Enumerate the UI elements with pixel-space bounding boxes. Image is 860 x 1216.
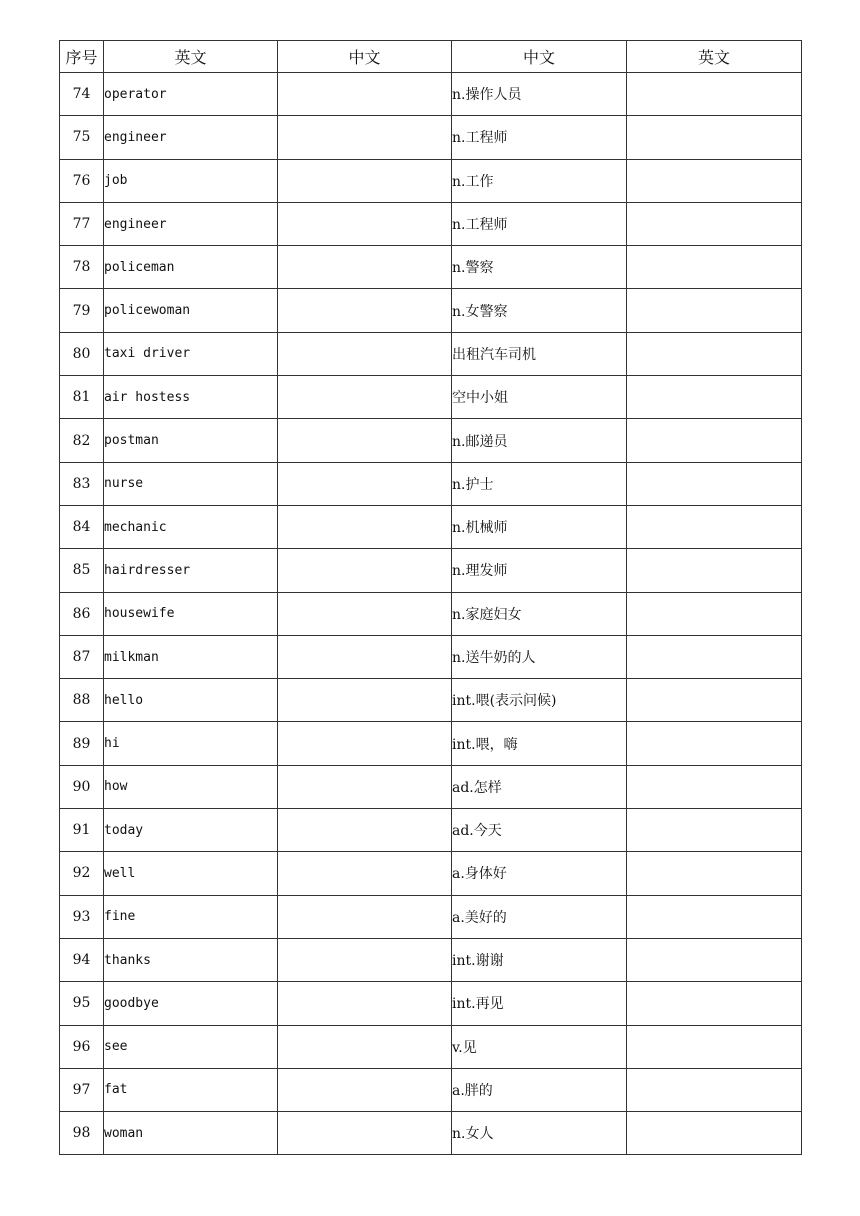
chinese-meaning: n.工程师	[452, 202, 627, 245]
table-row	[60, 116, 802, 159]
chinese-meaning: v.见	[452, 1025, 627, 1068]
row-number: 87	[60, 635, 104, 678]
english-word: job	[104, 159, 278, 202]
chinese-meaning: ad.今天	[452, 809, 627, 852]
chinese-answer-blank[interactable]	[278, 592, 452, 635]
row-number: 91	[60, 809, 104, 852]
row-number: 85	[60, 549, 104, 592]
table-row	[60, 765, 802, 808]
table-row	[60, 419, 802, 462]
chinese-meaning: ad.怎样	[452, 765, 627, 808]
chinese-meaning: n.操作人员	[452, 73, 627, 116]
row-number: 77	[60, 202, 104, 245]
english-answer-blank[interactable]	[627, 635, 802, 678]
table-body	[60, 73, 802, 1155]
table-row	[60, 332, 802, 375]
english-answer-blank[interactable]	[627, 809, 802, 852]
table-row	[60, 679, 802, 722]
header-number: 序号	[60, 41, 104, 73]
chinese-meaning: n.邮递员	[452, 419, 627, 462]
english-word: well	[104, 852, 278, 895]
chinese-answer-blank[interactable]	[278, 549, 452, 592]
english-word: woman	[104, 1112, 278, 1155]
english-answer-blank[interactable]	[627, 1112, 802, 1155]
table-row	[60, 592, 802, 635]
english-answer-blank[interactable]	[627, 938, 802, 981]
row-number: 84	[60, 505, 104, 548]
chinese-answer-blank[interactable]	[278, 809, 452, 852]
english-word: engineer	[104, 116, 278, 159]
english-answer-blank[interactable]	[627, 852, 802, 895]
table-row	[60, 809, 802, 852]
english-word: mechanic	[104, 505, 278, 548]
english-answer-blank[interactable]	[627, 202, 802, 245]
chinese-answer-blank[interactable]	[278, 1112, 452, 1155]
row-number: 79	[60, 289, 104, 332]
english-answer-blank[interactable]	[627, 246, 802, 289]
chinese-meaning: 空中小姐	[452, 376, 627, 419]
chinese-answer-blank[interactable]	[278, 679, 452, 722]
chinese-meaning: n.家庭妇女	[452, 592, 627, 635]
table-row	[60, 635, 802, 678]
english-word: fat	[104, 1068, 278, 1111]
english-answer-blank[interactable]	[627, 332, 802, 375]
row-number: 81	[60, 376, 104, 419]
english-word: thanks	[104, 938, 278, 981]
chinese-meaning: int.喂(表示问候)	[452, 679, 627, 722]
english-answer-blank[interactable]	[627, 376, 802, 419]
english-word: policeman	[104, 246, 278, 289]
row-number: 88	[60, 679, 104, 722]
row-number: 97	[60, 1068, 104, 1111]
english-word: fine	[104, 895, 278, 938]
english-word: how	[104, 765, 278, 808]
english-answer-blank[interactable]	[627, 765, 802, 808]
chinese-meaning: n.机械师	[452, 505, 627, 548]
english-word: goodbye	[104, 982, 278, 1025]
english-word: nurse	[104, 462, 278, 505]
table-row	[60, 505, 802, 548]
chinese-answer-blank[interactable]	[278, 246, 452, 289]
english-word: engineer	[104, 202, 278, 245]
chinese-answer-blank[interactable]	[278, 419, 452, 462]
table-row	[60, 462, 802, 505]
chinese-answer-blank[interactable]	[278, 1025, 452, 1068]
chinese-answer-blank[interactable]	[278, 722, 452, 765]
row-number: 93	[60, 895, 104, 938]
chinese-meaning: n.护士	[452, 462, 627, 505]
chinese-meaning: n.理发师	[452, 549, 627, 592]
chinese-answer-blank[interactable]	[278, 982, 452, 1025]
row-number: 83	[60, 462, 104, 505]
row-number: 75	[60, 116, 104, 159]
chinese-answer-blank[interactable]	[278, 462, 452, 505]
english-answer-blank[interactable]	[627, 722, 802, 765]
chinese-answer-blank[interactable]	[278, 332, 452, 375]
english-word: policewoman	[104, 289, 278, 332]
english-answer-blank[interactable]	[627, 895, 802, 938]
chinese-answer-blank[interactable]	[278, 73, 452, 116]
row-number: 74	[60, 73, 104, 116]
english-answer-blank[interactable]	[627, 116, 802, 159]
english-word: hello	[104, 679, 278, 722]
header-chinese-left: 中文	[278, 41, 452, 73]
row-number: 96	[60, 1025, 104, 1068]
table-row	[60, 895, 802, 938]
english-answer-blank[interactable]	[627, 549, 802, 592]
chinese-meaning: a.身体好	[452, 852, 627, 895]
row-number: 94	[60, 938, 104, 981]
english-word: housewife	[104, 592, 278, 635]
table-row	[60, 202, 802, 245]
chinese-answer-blank[interactable]	[278, 635, 452, 678]
chinese-answer-blank[interactable]	[278, 202, 452, 245]
chinese-answer-blank[interactable]	[278, 765, 452, 808]
chinese-meaning: int.谢谢	[452, 938, 627, 981]
english-word: postman	[104, 419, 278, 462]
table-row	[60, 938, 802, 981]
chinese-meaning: n.女警察	[452, 289, 627, 332]
english-word: hairdresser	[104, 549, 278, 592]
table-row	[60, 549, 802, 592]
english-word: milkman	[104, 635, 278, 678]
english-word: operator	[104, 73, 278, 116]
chinese-answer-blank[interactable]	[278, 289, 452, 332]
header-english-left: 英文	[104, 41, 278, 73]
row-number: 76	[60, 159, 104, 202]
chinese-answer-blank[interactable]	[278, 116, 452, 159]
english-word: see	[104, 1025, 278, 1068]
chinese-meaning: 出租汽车司机	[452, 332, 627, 375]
row-number: 98	[60, 1112, 104, 1155]
table-row	[60, 1112, 802, 1155]
chinese-meaning: a.美好的	[452, 895, 627, 938]
chinese-meaning: n.工作	[452, 159, 627, 202]
chinese-answer-blank[interactable]	[278, 1068, 452, 1111]
english-answer-blank[interactable]	[627, 289, 802, 332]
english-answer-blank[interactable]	[627, 679, 802, 722]
table-row	[60, 246, 802, 289]
row-number: 86	[60, 592, 104, 635]
chinese-meaning: n.女人	[452, 1112, 627, 1155]
table-header-row	[60, 41, 802, 73]
chinese-meaning: n.工程师	[452, 116, 627, 159]
chinese-meaning: int.喂，嗨	[452, 722, 627, 765]
row-number: 80	[60, 332, 104, 375]
english-word: today	[104, 809, 278, 852]
table-row	[60, 722, 802, 765]
english-word: air hostess	[104, 376, 278, 419]
english-answer-blank[interactable]	[627, 982, 802, 1025]
chinese-answer-blank[interactable]	[278, 895, 452, 938]
row-number: 90	[60, 765, 104, 808]
english-answer-blank[interactable]	[627, 73, 802, 116]
row-number: 92	[60, 852, 104, 895]
english-answer-blank[interactable]	[627, 1025, 802, 1068]
chinese-meaning: n.送牛奶的人	[452, 635, 627, 678]
chinese-answer-blank[interactable]	[278, 376, 452, 419]
chinese-answer-blank[interactable]	[278, 505, 452, 548]
english-answer-blank[interactable]	[627, 505, 802, 548]
english-word: hi	[104, 722, 278, 765]
row-number: 78	[60, 246, 104, 289]
english-answer-blank[interactable]	[627, 592, 802, 635]
row-number: 82	[60, 419, 104, 462]
chinese-meaning: n.警察	[452, 246, 627, 289]
english-answer-blank[interactable]	[627, 159, 802, 202]
row-number: 95	[60, 982, 104, 1025]
table-row	[60, 73, 802, 116]
table-row	[60, 1025, 802, 1068]
table-row	[60, 852, 802, 895]
table-row	[60, 1068, 802, 1111]
header-chinese-right: 中文	[452, 41, 627, 73]
chinese-meaning: a.胖的	[452, 1068, 627, 1111]
vocabulary-table	[59, 40, 802, 1155]
table-row	[60, 376, 802, 419]
english-word: taxi driver	[104, 332, 278, 375]
table-row	[60, 982, 802, 1025]
header-english-right: 英文	[627, 41, 802, 73]
chinese-answer-blank[interactable]	[278, 852, 452, 895]
english-answer-blank[interactable]	[627, 419, 802, 462]
english-answer-blank[interactable]	[627, 1068, 802, 1111]
chinese-answer-blank[interactable]	[278, 159, 452, 202]
english-answer-blank[interactable]	[627, 462, 802, 505]
table-row	[60, 159, 802, 202]
chinese-answer-blank[interactable]	[278, 938, 452, 981]
chinese-meaning: int.再见	[452, 982, 627, 1025]
row-number: 89	[60, 722, 104, 765]
table-row	[60, 289, 802, 332]
